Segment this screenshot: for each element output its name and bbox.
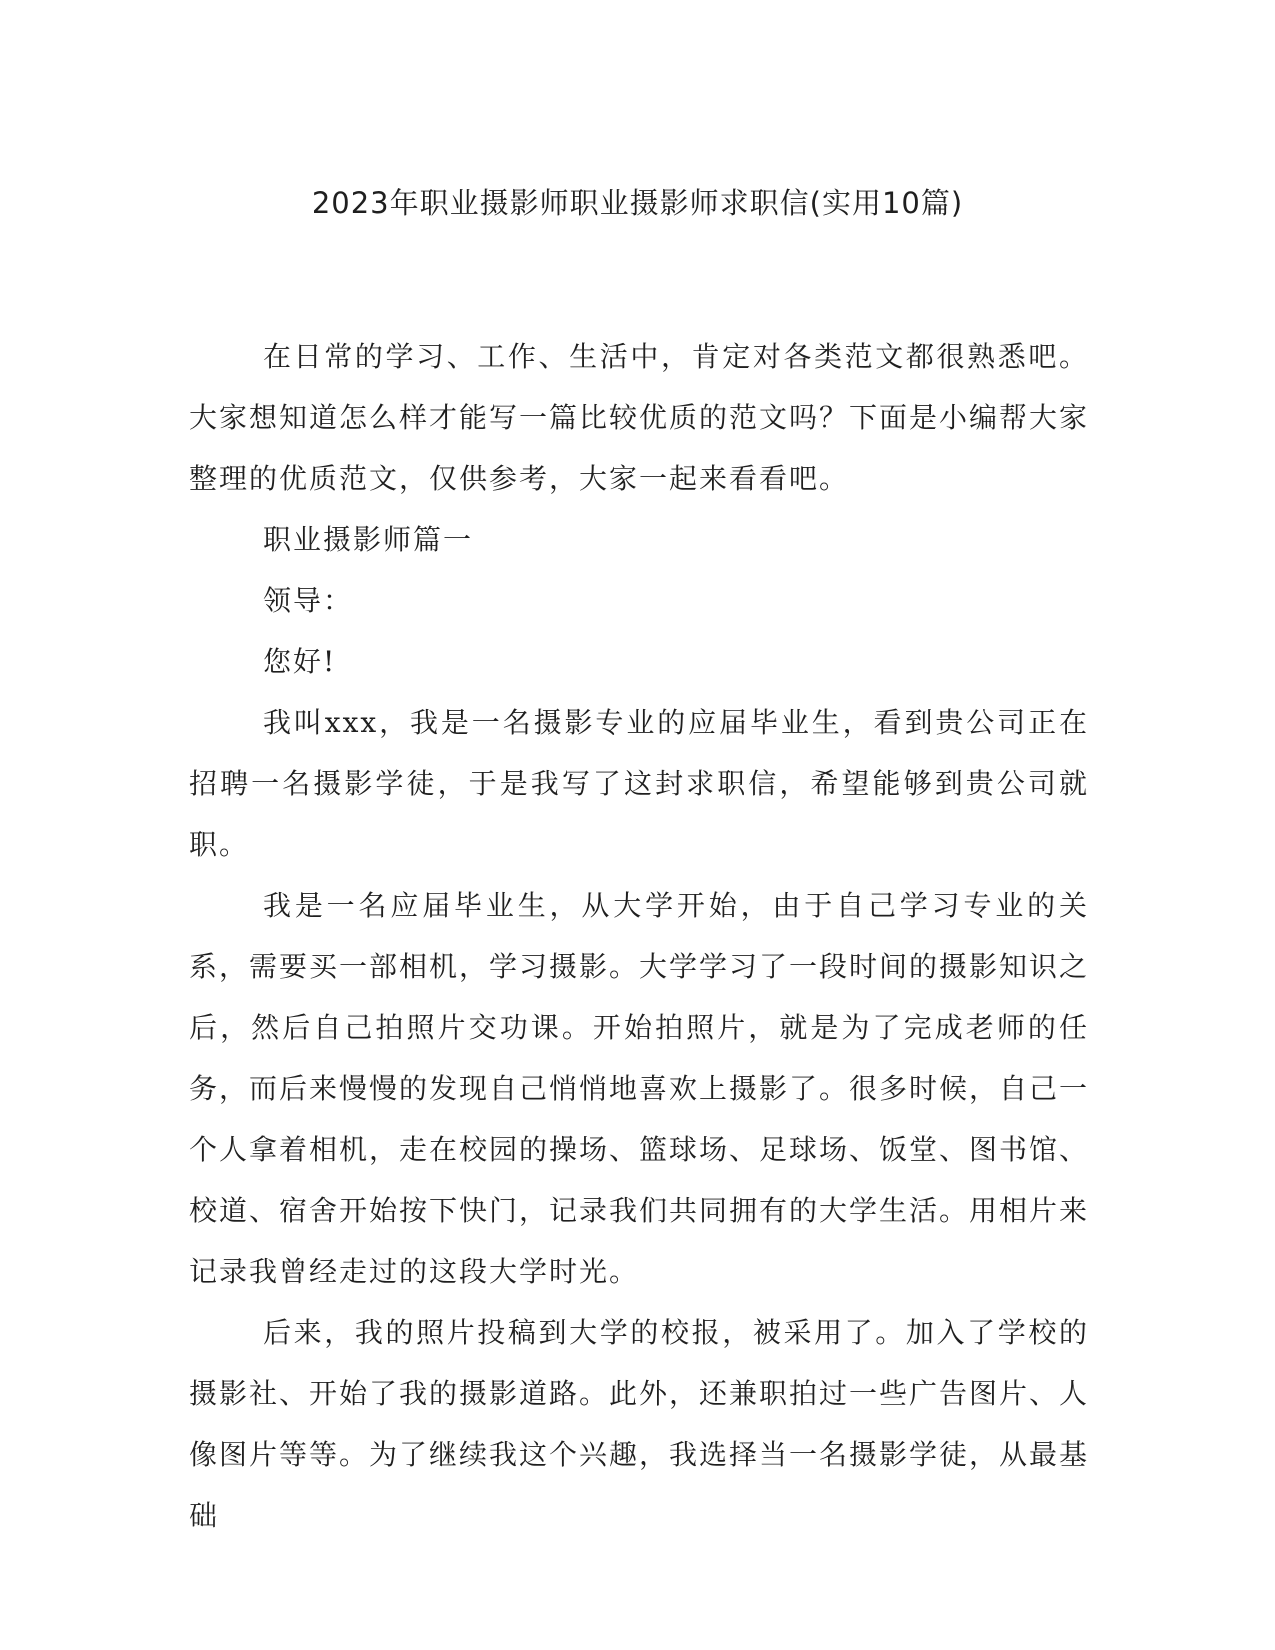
- document-title: 2023年职业摄影师职业摄影师求职信(实用10篇): [311, 186, 964, 220]
- section-heading: 职业摄影师篇一: [263, 523, 474, 556]
- salutation: 领导：: [263, 584, 354, 617]
- letter-paragraph: 后来，我的照片投稿到大学的校报，被采用了。加入了学校的摄影社、开始了我的摄影道路。此外，还兼职拍过一些广告图片、人像图片等等。为了继续我这个兴趣，我选择当一名摄影学徒，从最基础: [189, 1316, 1090, 1532]
- greeting: 您好!: [263, 645, 337, 678]
- letter-paragraph: 我叫xxx，我是一名摄影专业的应届毕业生，看到贵公司正在招聘一名摄影学徒，于是我写了这封求职信，希望能够到贵公司就职。: [189, 706, 1089, 861]
- letter-paragraph: 我是一名应届毕业生，从大学开始，由于自己学习专业的关系，需要买一部相机，学习摄影。大学学习了一段时间的摄影知识之后，然后自己拍照片交功课。开始拍照片，就是为了完成老师的任务，而后来慢慢的发现自己悄悄地喜欢上摄影了。很多时候，自己一个人拿着相机，走在校园的操场、篮球场、足球场、饭堂、图书馆、校道、宿舍开始按下快门，记录我们共同拥有的大学生活。用相片来记录我曾经走过的这段大学时光。: [189, 889, 1090, 1288]
- intro-paragraph: 在日常的学习、工作、生活中，肯定对各类范文都很熟悉吧。大家想知道怎么样才能写一篇比较优质的范文吗？下面是小编帮大家整理的优质范文，仅供参考，大家一起来看看吧。: [189, 340, 1090, 495]
- document-body: [189, 326, 1089, 1546]
